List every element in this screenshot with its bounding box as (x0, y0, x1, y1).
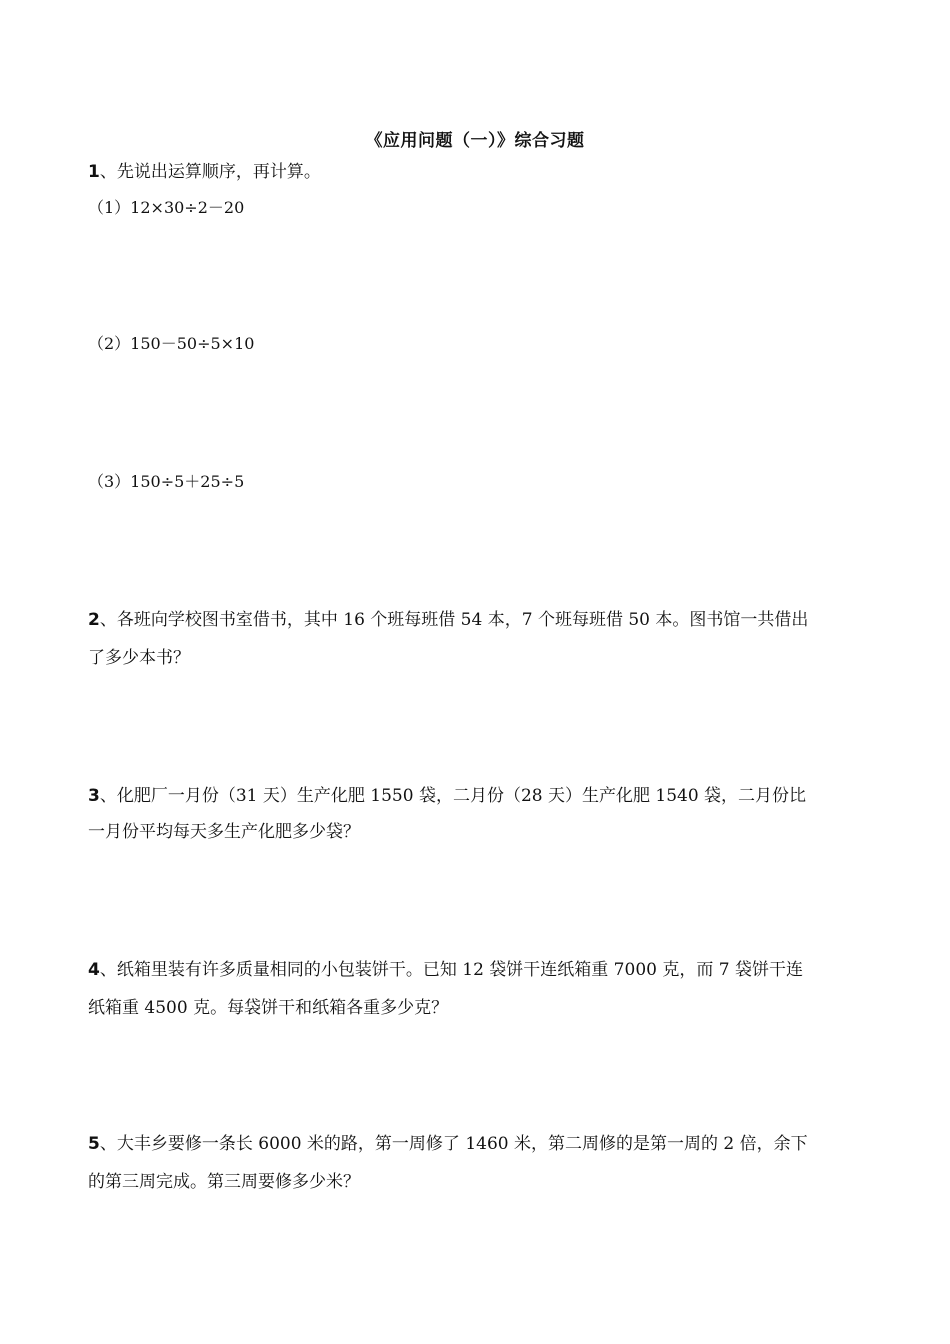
question-2-line-1 (88, 608, 868, 632)
question-3-number: 3 (88, 786, 100, 806)
question-3-text-1: 、化肥厂一月份（31 天）生产化肥 1550 袋，二月份（28 天）生产化肥 1540 袋，二月份比 (99, 786, 807, 806)
question-5-line-1 (88, 1132, 868, 1156)
question-4-text-1: 、纸箱里装有许多质量相同的小包装饼干。已知 12 袋饼干连纸箱重 7000 克，而 7 袋饼干连 (99, 960, 803, 980)
question-5-line-2: 的第三周完成。第三周要修多少米？ (88, 1172, 360, 1192)
question-5-text-1: 、大丰乡要修一条长 6000 米的路，第一周修了 1460 米，第二周修的是第一周的 2 倍，余下 (99, 1134, 808, 1154)
question-1-number: 1 (88, 162, 100, 182)
question-1 (88, 160, 868, 184)
question-3-line-2: 一月份平均每天多生产化肥多少袋？ (88, 822, 360, 842)
question-1-item-1: （1）12×30÷2－20 (88, 198, 245, 217)
question-4-line-1 (88, 958, 868, 982)
question-2-number: 2 (88, 610, 100, 630)
question-2-line-2: 了多少本书？ (88, 648, 190, 668)
question-1-item-2: （2）150－50÷5×10 (88, 334, 255, 353)
question-4-line-2: 纸箱重 4500 克。每袋饼干和纸箱各重多少克？ (88, 998, 449, 1018)
question-1-text: 、先说出运算顺序，再计算。 (99, 162, 321, 182)
question-1-item-3: （3）150÷5＋25÷5 (88, 472, 245, 491)
page-title: 《应用问题（一）》综合习题 (365, 131, 585, 151)
question-3-line-1 (88, 784, 868, 808)
question-2-text-1: 、各班向学校图书室借书，其中 16 个班每班借 54 本，7 个班每班借 50 本。图书馆一共借出 (99, 610, 809, 630)
question-4-number: 4 (88, 960, 100, 980)
question-5-number: 5 (88, 1134, 100, 1154)
